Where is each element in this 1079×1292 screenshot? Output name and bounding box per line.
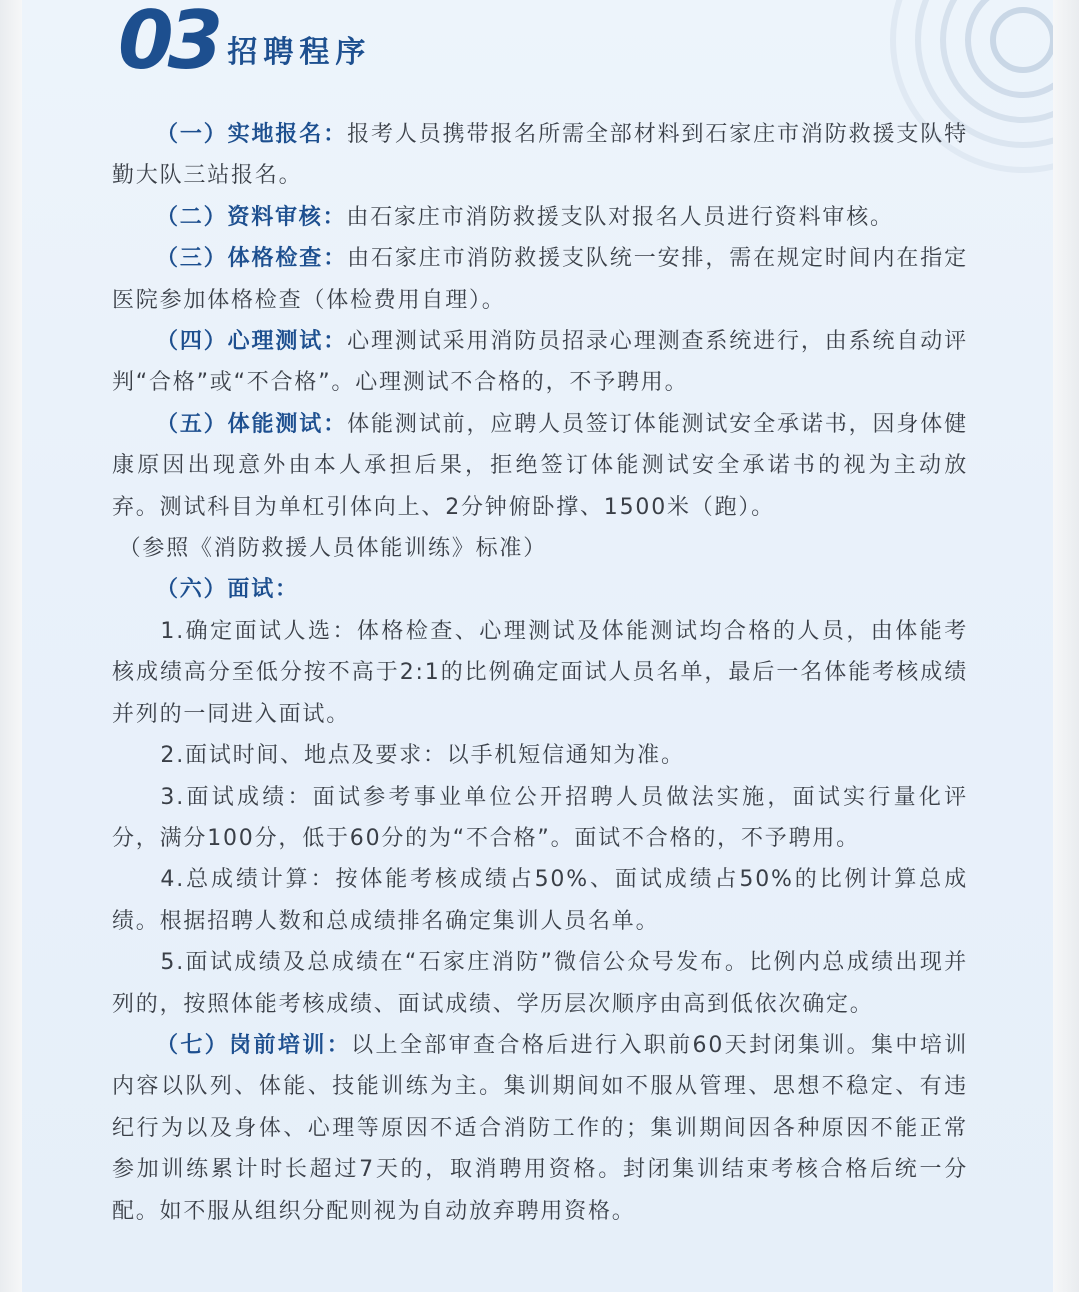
paragraph-label: （一）实地报名：: [156, 122, 348, 147]
section-title: 招聘程序: [227, 35, 372, 70]
interview-item: 3.面试成绩：面试参考事业单位公开招聘人员做法实施，面试实行量化评分，满分100分，低于60分的为“不合格”。面试不合格的，不予聘用。: [112, 784, 968, 851]
paragraph-fitness-test: [112, 404, 968, 528]
paragraph-label: （二）资料审核：: [156, 204, 347, 230]
paragraph-label: （三）体格检查：: [156, 246, 348, 272]
interview-item: 2.面试时间、地点及要求：以手机短信通知为准。: [160, 743, 685, 769]
paragraph-registration: [112, 114, 968, 197]
interview-item: 5.面试成绩及总成绩在“石家庄消防”微信公众号发布。比例内总成绩出现并列的，按照体能考核成绩、面试成绩、学历层次顺序由高到低依次确定。: [112, 950, 968, 1017]
paragraph-label: （四）心理测试：: [156, 329, 348, 355]
paragraph-text: 报考人员携带报名所需全部材料到石家庄市消防救援支队特勤大队三站报名。: [112, 122, 968, 189]
paragraph-pre-job-training: [112, 1025, 968, 1232]
paragraph-label: （七）岗前培训：: [156, 1032, 352, 1058]
fitness-standard-note: （参照《消防救援人员体能训练》标准）: [118, 536, 547, 562]
section-header: [118, 0, 371, 88]
paragraph-text: 由石家庄市消防救援支队对报名人员进行资料审核。: [346, 204, 894, 230]
procedure-content: [112, 114, 968, 1232]
document-page: [22, 0, 1053, 1292]
paragraph-physical-exam: [112, 238, 968, 321]
interview-item: 4.总成绩计算：按体能考核成绩占50%、面试成绩占50%的比例计算总成绩。根据招聘人数和总成绩排名确定集训人员名单。: [112, 867, 968, 934]
paragraph-text: 由石家庄市消防救援支队统一安排，需在规定时间内在指定医院参加体格检查（体检费用自理）。: [112, 246, 968, 313]
right-margin: [1053, 0, 1079, 1292]
paragraph-label: （六）面试：: [156, 577, 299, 603]
paragraph-text: 以上全部审查合格后进行入职前60天封闭集训。集中培训内容以队列、体能、技能训练为主。集训期间如不服从管理、思想不稳定、有违纪行为以及身体、心理等原因不适合消防工作的；集训期间因各种原因不能正常参加训练累计时长超过7天的，取消聘用资格。封闭集训结束考核合格后统一分配。如不服从组织分配则视为自动放弃聘用资格。: [112, 1032, 969, 1224]
paragraph-psych-test: [112, 321, 968, 404]
interview-item: 1.确定面试人选：体格检查、心理测试及体能测试均合格的人员，由体能考核成绩高分至低分按不高于2:1的比例确定面试人员名单，最后一名体能考核成绩并列的一同进入面试。: [112, 618, 968, 727]
paragraph-text: 心理测试采用消防员招录心理测查系统进行，由系统自动评判“合格”或“不合格”。心理测试不合格的，不予聘用。: [112, 329, 968, 396]
paragraph-interview: [112, 569, 968, 610]
left-margin: [0, 0, 22, 1292]
paragraph-text: 体能测试前，应聘人员签订体能测试安全承诺书，因身体健康原因出现意外由本人承担后果，拒绝签订体能测试安全承诺书的视为主动放弃。测试科目为单杠引体向上、2分钟俯卧撑、1500米（跑）。: [112, 411, 968, 520]
paragraph-document-review: [112, 197, 968, 238]
paragraph-label: （五）体能测试：: [156, 411, 348, 437]
section-number: 03: [118, 0, 218, 87]
